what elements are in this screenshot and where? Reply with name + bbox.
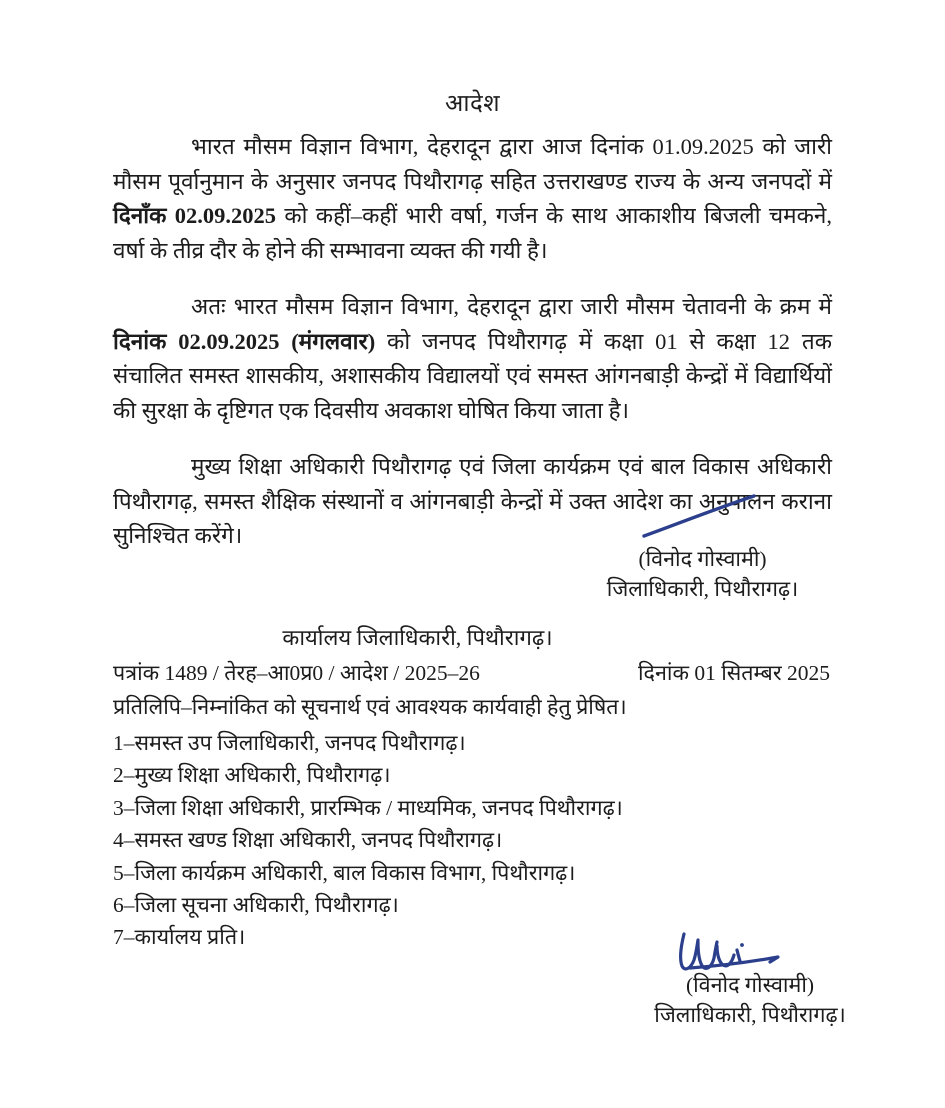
paragraph-2-segment-2: दिनांक 02.09.2025 (मंगलवार): [113, 328, 376, 354]
recipient-item: 1–समस्त उप जिलाधिकारी, जनपद पिथौरागढ़।: [113, 731, 466, 755]
recipient-item: 7–कार्यालय प्रति।: [113, 925, 246, 950]
paragraph-3-segment-1: मुख्य शिक्षा अधिकारी पिथौरागढ़ एवं जिला कार्यक्रम एवं बाल विकास अधिकारी पिथौरागढ़, समस्त शैक्षिक संस्थानों व आंगनबाड़ी केन्द्रों में उक्त आदेश का अनुपालन कराना सुनिश्चित करेंगे।: [113, 454, 832, 548]
paragraph-2-segment-1: अतः भारत मौसम विज्ञान विभाग, देहरादून द्वारा जारी मौसम चेतावनी के क्रम में: [191, 294, 832, 319]
signature-block-top: [560, 492, 845, 604]
paragraph-1-segment-1: भारत मौसम विज्ञान विभाग, देहरादून द्वारा आज दिनांक 01.09.2025 को जारी मौसम पूर्वानुमान के अनुसार जनपद पिथौरागढ़ सहित उत्तराखण्ड राज्य के अन्य जनपदों में: [113, 134, 832, 194]
recipient-item: 5–जिला कार्यक्रम अधिकारी, बाल विकास विभाग, पिथौरागढ़।: [113, 860, 576, 885]
reference-number: पत्रांक 1489 / तेरह–आ0प्र0 / आदेश / 2025–26: [113, 661, 480, 685]
copy-to-line: प्रतिलिपि–निम्नांकित को सूचनार्थ एवं आवश्यक कार्यवाही हेतु प्रेषित।: [113, 695, 627, 719]
office-heading: कार्यालय जिलाधिकारी, पिथौरागढ़।: [282, 625, 553, 650]
recipient-list: [113, 727, 853, 954]
signature-block-bottom: [600, 928, 900, 1030]
signatory-name-top: (विनोद गोस्वामी): [638, 547, 767, 571]
signatory-name-bottom: (विनोद गोस्वामी): [685, 973, 815, 997]
endorsement-date: दिनांक 01 सितम्बर 2025: [637, 661, 830, 685]
recipient-item: 4–समस्त खण्ड शिक्षा अधिकारी, जनपद पिथौरागढ़।: [113, 828, 503, 853]
recipient-item: 2–मुख्य शिक्षा अधिकारी, पिथौरागढ़।: [113, 763, 391, 788]
signature-ink-top-icon: [632, 492, 782, 542]
page-title: आदेश: [444, 91, 501, 117]
paragraph-1-segment-2: दिनॉंक 02.09.2025: [113, 203, 276, 228]
document-body: [113, 130, 832, 554]
recipient-item: 6–जिला सूचना अधिकारी, पिथौरागढ़।: [113, 893, 399, 918]
signatory-designation-top: जिलाधिकारी, पिथौरागढ़।: [606, 577, 799, 601]
signatory-designation-bottom: जिलाधिकारी, पिथौरागढ़।: [654, 1003, 846, 1027]
paragraph-2: [113, 290, 832, 428]
reference-row: [113, 658, 832, 687]
paragraph-2-segment-3: को जनपद पिथौरागढ़ में कक्षा 01 से कक्षा 12 तक संचालित समस्त शासकीय, अशासकीय विद्यालयों एवं समस्त आंगनबाड़ी केन्द्रों में विद्यार्थियों की सुरक्षा के दृष्टिगत एक दिवसीय अवकाश घोषित किया जाता है।: [113, 328, 832, 423]
paragraph-1-segment-3: को कहीं–कहीं भारी वर्षा, गर्जन के साथ आकाशीय बिजली चमकने, वर्षा के तीव्र दौर के होने की सम्भावना व्यक्त की गयी है।: [113, 203, 833, 263]
recipient-item: 3–जिला शिक्षा अधिकारी, प्रारम्भिक / माध्यमिक, जनपद पिथौरागढ़।: [113, 795, 623, 820]
paragraph-1: [113, 130, 832, 268]
